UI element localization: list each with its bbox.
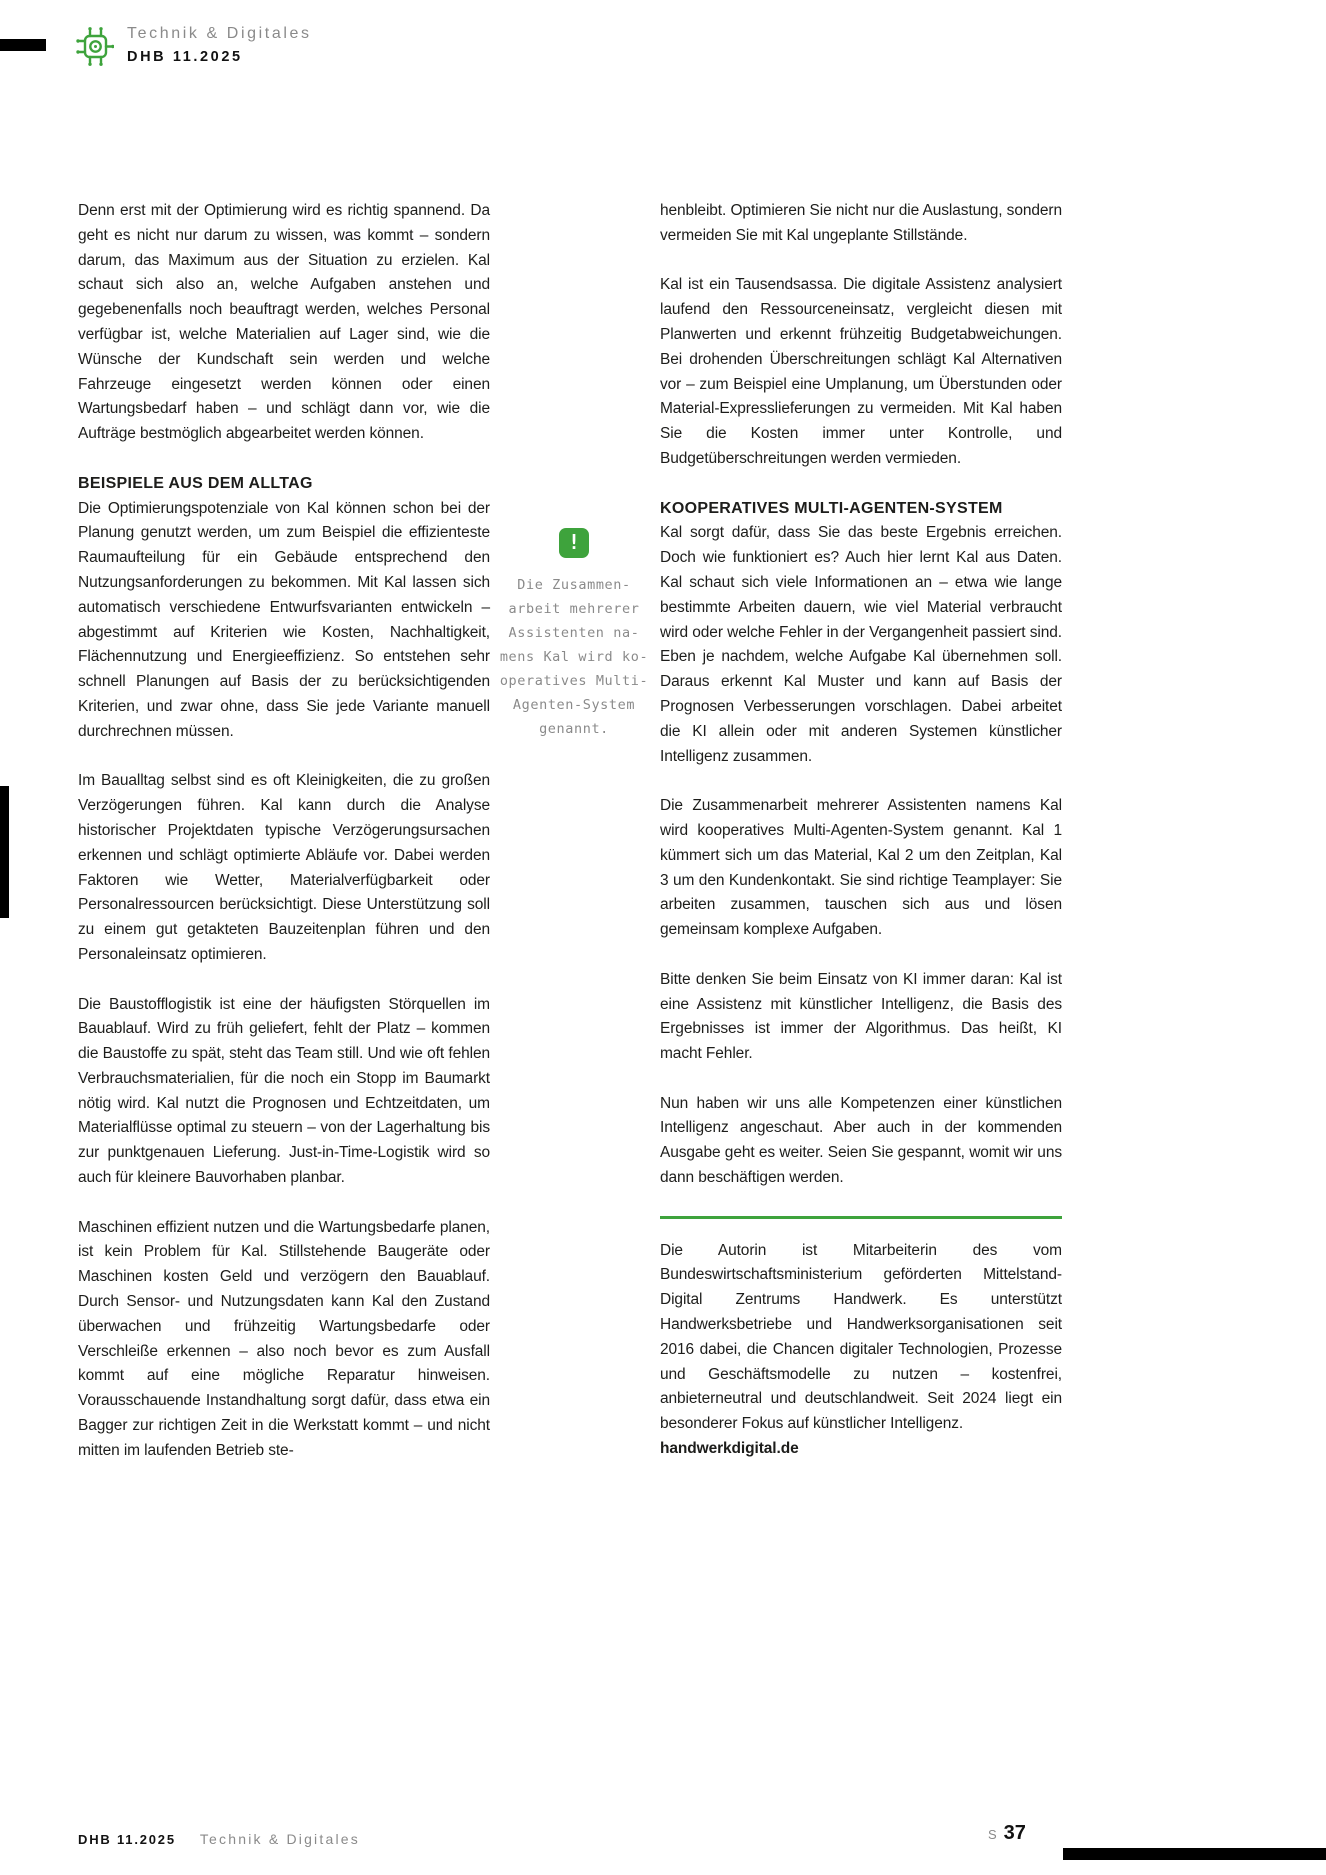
exclamation-icon [559, 528, 589, 558]
left-column [78, 199, 490, 1488]
pull-quote-line: Agenten-System [512, 697, 636, 713]
footer-page-prefix: S [988, 1827, 998, 1842]
pull-quote-line: arbeit mehrerer [508, 601, 640, 617]
bottom-right-edge-mark [1063, 1848, 1326, 1860]
paragraph-maschinen: Maschinen effizient nutzen und die Wartungsbedarfe planen, ist kein Problem für Kal. Stillstehende Baugeräte oder Maschinen kosten Geld und verzögern den Bauablauf. Durch Sensor- und Nutzungsdaten kann Kal den Zustand überwachen und frühzeitig Wartungsbedarfe oder Verschleiße erkennen – also noch bevor es zum Ausfall kommt auf eine mögliche Reparatur hinweisen. Vorausschauende Instandhaltung sorgt dafür, dass etwa ein Bagger zur richtigen Zeit in die Werkstatt kommt – und nicht mitten im laufenden Betrieb ste- [78, 1218, 490, 1459]
header-text [127, 24, 312, 65]
paragraph-ergebnis: Kal sorgt dafür, dass Sie das beste Ergebnis erreichen. Doch wie funktioniert es? Auch hier lernt Kal aus Daten. Kal schaut sich viele Informationen an – etwa wie lange bestimmte Arbeiten dauern, wie viel Material verbraucht wird oder welche Fehler in der Vergangenheit passiert sind. Eben je nachdem, welche Aufgabe Kal übernehmen soll. Daraus erkennt Kal Muster und kann auf Basis der Prognosen Verbesserungen vorschlagen. Dabei arbeitet die KI allein oder mit anderen Systemen künstlicher Intelligenz zusammen. [660, 524, 1062, 765]
paragraph-ki-fehler: Bitte denken Sie beim Einsatz von KI immer daran: Kal ist eine Assistenz mit künstlicher Intelligenz, die Basis des Ergebnisses ist immer der Algorithmus. Das heißt, KI macht Fehler. [660, 970, 1062, 1063]
left-edge-mark [0, 786, 9, 918]
circuit-chip-icon [76, 25, 114, 69]
paragraph-baualltag: Im Baualltag selbst sind es oft Kleinigkeiten, die zu großen Verzögerungen führen. Kal kann durch die Analyse historischer Projektdaten typische Verzögerungsursachen erkennen und schlägt optimierte Abläufe vor. Dabei werden Faktoren wie Wetter, Materialverfügbarkeit oder Personalressourcen berücksichtigt. Diese Unterstützung soll zu einem gut getakteten Bauzeitenplan führen und den Personaleinsatz optimieren. [78, 772, 490, 963]
exclamation-glyph: ! [567, 530, 581, 554]
section-heading-beispiele: BEISPIELE AUS DEM ALLTAG [78, 474, 313, 492]
header-section-label: Technik & Digitales [127, 25, 312, 42]
right-column [660, 199, 1062, 1462]
paragraph-optimierung: Denn erst mit der Optimierung wird es richtig spannend. Da geht es nicht nur darum zu wissen, was kommt – sondern darum, das Maximum aus der Situation zu erzielen. Kal schaut sich also an, welche Aufgaben anstehen und gegebenenfalls noch beauftragt werden, welches Personal verfügbar ist, welche Materialien auf Lager sind, wie die Wünsche der Kundschaft sein werden und welche Fahrzeuge eingesetzt werden können oder einen Wartungsbedarf haben – und schlägt dann vor, wie die Aufträge bestmöglich abgearbeitet werden können. [78, 202, 490, 443]
pull-quote-line: Assistenten na- [508, 625, 640, 641]
page-header [76, 24, 312, 69]
paragraph-zusammenarbeit: Die Zusammenarbeit mehrerer Assistenten namens Kal wird kooperatives Multi-Agenten-System genannt. Kal 1 kümmert sich um das Material, Kal 2 um den Zeitplan, Kal 3 um den Kundenkontakt. Sie sind richtige Teamplayer: Sie arbeiten zusammen, tauschen sich aus und lösen gemeinsam komplexe Aufgaben. [660, 797, 1062, 939]
pull-quote-text [484, 573, 664, 741]
pull-quote-line: operatives Multi- [499, 673, 649, 689]
footer-page-indicator [988, 1822, 1026, 1845]
footer-section-label: Technik & Digitales [199, 1831, 360, 1847]
pull-quote-line: Die Zusammen- [517, 577, 631, 593]
footer-left [78, 1831, 360, 1847]
paragraph-planung: Die Optimierungspotenziale von Kal können schon bei der Planung genutzt werden, um zum Beispiel die effizienteste Raumaufteilung für ein Gebäude entsprechend den Nutzungsanforderungen zu bekommen. Mit Kal lassen sich automatisch verschiedene Entwurfsvarianten entwickeln – abgestimmt auf Kriterien wie Kosten, Nachhaltigkeit, Flächennutzung und Energieeffizienz. So entstehen sehr schnell Planungen auf Basis der zu berücksichtigenden Kriterien, und zwar ohne, dass Sie jede Variante manuell durchrechnen müssen. [78, 499, 490, 740]
pull-quote [484, 528, 664, 741]
footer-page-number: 37 [1003, 1822, 1026, 1844]
paragraph-tausendsassa: Kal ist ein Tausendsassa. Die digitale Assistenz analysiert laufend den Ressourceneinsatz, vergleicht diesen mit Planwerten und erkennt frühzeitig Budgetabweichungen. Bei drohenden Überschreitungen schlägt Kal Alternativen vor – zum Beispiel eine Umplanung, um Überstunden oder Material-Expresslieferungen zu vermeiden. Mit Kal haben Sie die Kosten immer unter Kontrolle, und Budgetüberschreitungen werden vermieden. [660, 276, 1062, 467]
paragraph-baustofflogistik: Die Baustofflogistik ist eine der häufigsten Störquellen im Bauablauf. Wird zu früh geliefert, fehlt der Platz – kommen die Baustoffe zu spät, steht das Team still. Und wie oft fehlen Verbrauchsmaterialien, für die noch ein Stopp im Baumarkt nötig wird. Kal nutzt die Prognosen und Echtzeitdaten, um Materialflüsse optimal zu steuern – von der Lagerhaltung bis zur punktgenauen Lieferung. Just-in-Time-Logistik wird so auch für kleinere Bauvorhaben planbar. [78, 995, 490, 1187]
pull-quote-line: genannt. [539, 721, 609, 737]
header-issue-label: DHB 11.2025 [127, 49, 243, 65]
author-note: Die Autorin ist Mitarbeiterin des vom Bundeswirtschaftsministerium geförderten Mittelstand-Digital Zentrums Handwerk. Es unterstützt Handwerksbetriebe und Handwerksorganisationen seit 2016 dabei, die Chancen digitaler Technologien, Prozesse und Geschäftsmodelle zu nutzen – kostenfrei, anbieterneutral und deutschlandweit. Seit 2024 liegt ein besonderer Fokus auf künstlicher Intelligenz. [660, 1241, 1062, 1433]
paragraph-ausblick: Nun haben wir uns alle Kompetenzen einer künstlichen Intelligenz angeschaut. Aber auch in der kommenden Ausgabe geht es weiter. Seien Sie gespannt, womit wir uns dann beschäftigen werden. [660, 1094, 1062, 1187]
author-divider [660, 1216, 1062, 1219]
footer-issue-label: DHB 11.2025 [78, 1832, 176, 1847]
paragraph-auslastung: henbleibt. Optimieren Sie nicht nur die Auslastung, sondern vermeiden Sie mit Kal ungeplante Stillstände. [660, 202, 1062, 244]
top-left-edge-mark [0, 39, 46, 51]
website-link[interactable]: handwerkdigital.de [660, 1440, 799, 1458]
section-heading-multiagenten: KOOPERATIVES MULTI-AGENTEN-SYSTEM [660, 499, 1003, 517]
pull-quote-line: mens Kal wird ko- [499, 649, 649, 665]
